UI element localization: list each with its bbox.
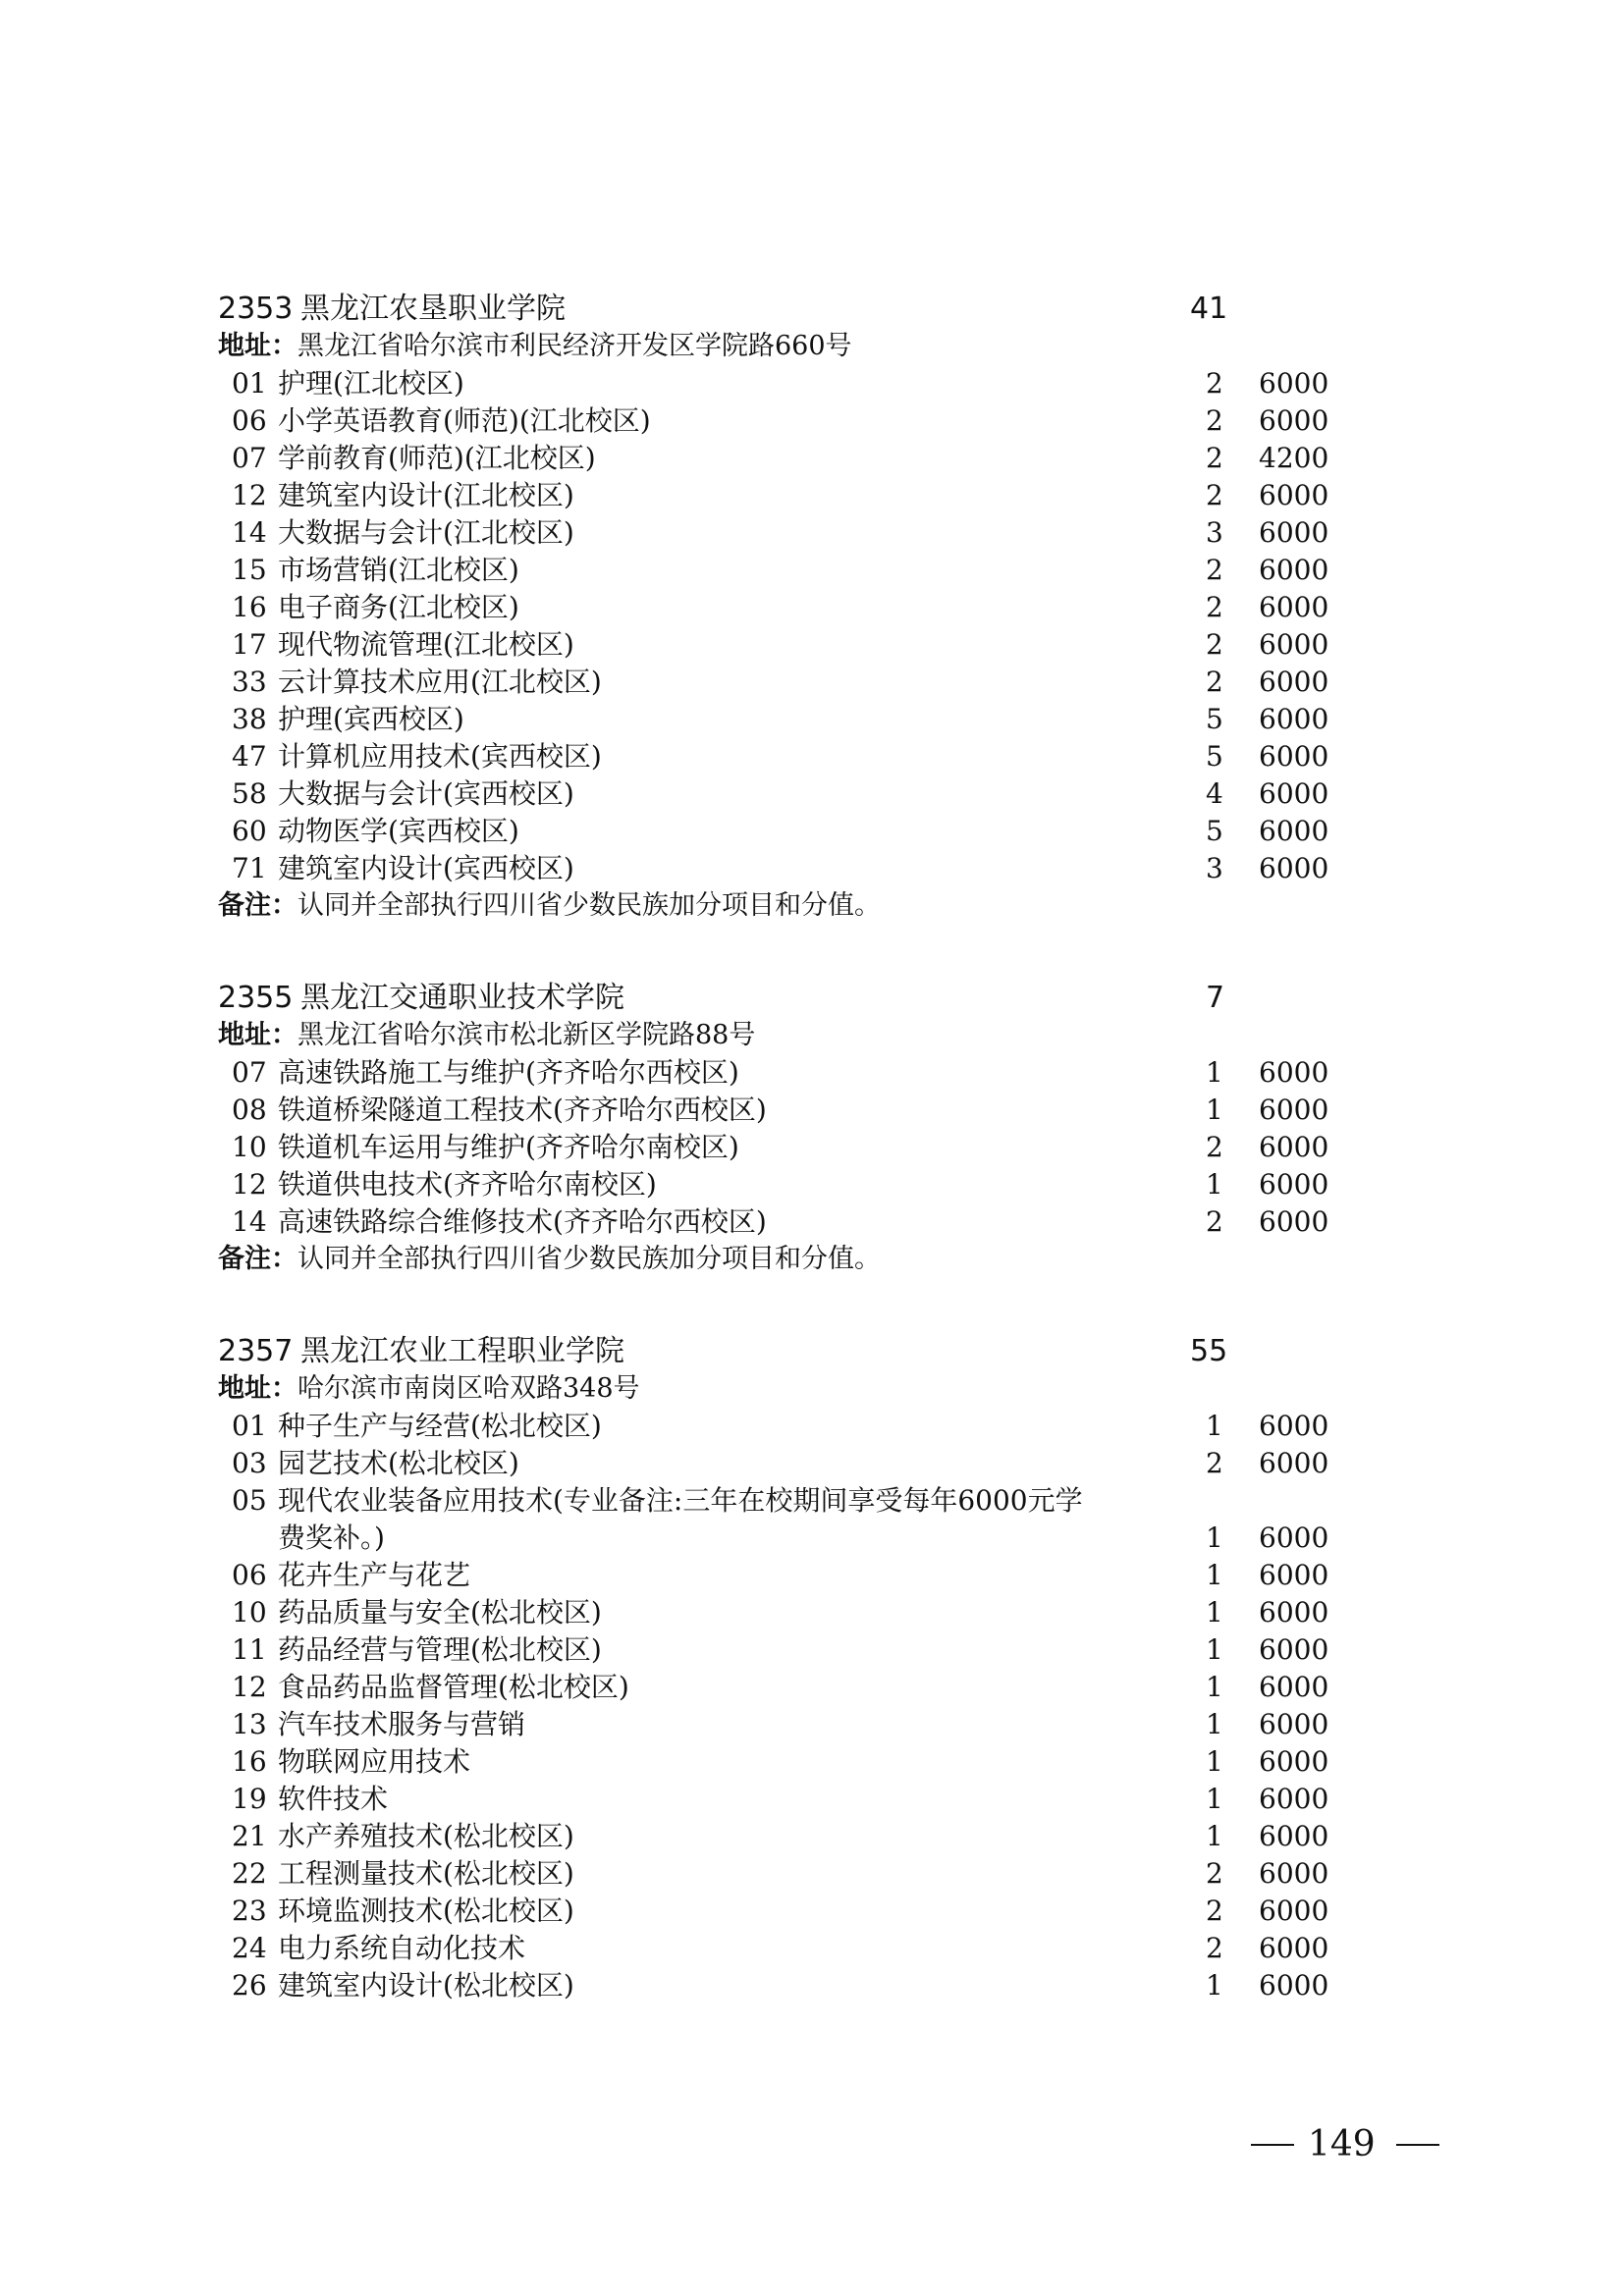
major-name: 高速铁路施工与维护(齐齐哈尔西校区) — [278, 1056, 739, 1089]
major-count: 2 — [1206, 404, 1223, 437]
major-row — [0, 1557, 1624, 1594]
major-fee: 6000 — [1259, 777, 1329, 810]
school-code: 2357 — [218, 1334, 294, 1368]
major-code: 08 — [232, 1094, 267, 1126]
major-count: 2 — [1206, 1131, 1223, 1163]
major-name: 物联网应用技术 — [278, 1745, 471, 1778]
major-row — [0, 1092, 1624, 1129]
address-label: 地址： — [218, 1373, 298, 1404]
major-row — [0, 589, 1624, 626]
major-fee: 6000 — [1259, 516, 1329, 549]
school-title — [0, 291, 1624, 328]
major-row — [0, 626, 1624, 664]
major-fee: 6000 — [1259, 1633, 1329, 1666]
major-name: 云计算技术应用(江北校区) — [278, 666, 602, 698]
major-count: 1 — [1206, 1410, 1223, 1442]
major-row — [0, 1818, 1624, 1855]
major-fee: 6000 — [1259, 367, 1329, 400]
major-code: 16 — [232, 591, 267, 623]
major-row — [0, 738, 1624, 775]
major-count: 2 — [1206, 1205, 1223, 1238]
major-row-continued — [0, 1520, 1624, 1557]
major-code: 22 — [232, 1857, 267, 1890]
major-code: 11 — [232, 1633, 267, 1666]
major-name: 药品质量与安全(松北校区) — [278, 1596, 602, 1629]
major-name: 建筑室内设计(江北校区) — [278, 479, 574, 511]
major-name: 电力系统自动化技术 — [278, 1932, 526, 1964]
major-row — [0, 1930, 1624, 1967]
major-code: 05 — [232, 1484, 267, 1517]
major-code: 38 — [232, 703, 267, 735]
major-row — [0, 1166, 1624, 1203]
major-code: 01 — [232, 367, 267, 400]
major-name: 食品药品监督管理(松北校区) — [278, 1671, 629, 1703]
major-count: 2 — [1206, 1932, 1223, 1964]
major-code: 06 — [232, 1559, 267, 1591]
major-name: 计算机应用技术(宾西校区) — [278, 740, 602, 773]
major-name: 小学英语教育(师范)(江北校区) — [278, 404, 651, 437]
major-row — [0, 1408, 1624, 1445]
major-code: 71 — [232, 852, 267, 884]
major-fee: 6000 — [1259, 852, 1329, 884]
school-title — [0, 1333, 1624, 1370]
major-name: 现代物流管理(江北校区) — [278, 628, 574, 661]
major-code: 26 — [232, 1969, 267, 2002]
major-fee: 6000 — [1259, 1410, 1329, 1442]
major-count: 2 — [1206, 442, 1223, 474]
school-total: 7 — [1206, 981, 1225, 1015]
major-code: 10 — [232, 1596, 267, 1629]
major-fee: 6000 — [1259, 628, 1329, 661]
major-code: 21 — [232, 1820, 267, 1852]
major-fee: 6000 — [1259, 815, 1329, 847]
major-fee: 6000 — [1259, 479, 1329, 511]
major-fee: 6000 — [1259, 1671, 1329, 1703]
major-fee: 6000 — [1259, 1857, 1329, 1890]
major-name: 大数据与会计(宾西校区) — [278, 777, 574, 810]
remark-label: 备注： — [218, 890, 298, 921]
major-name: 现代农业装备应用技术(专业备注:三年在校期间享受每年6000元学 — [278, 1484, 1083, 1517]
remark-text: 认同并全部执行四川省少数民族加分项目和分值。 — [298, 1244, 881, 1274]
major-code: 06 — [232, 404, 267, 437]
major-code: 14 — [232, 1205, 267, 1238]
major-count: 1 — [1206, 1969, 1223, 2002]
major-row — [0, 402, 1624, 440]
page-number-dash-right — [1396, 2144, 1439, 2146]
major-fee: 6000 — [1259, 1820, 1329, 1852]
major-count: 1 — [1206, 1820, 1223, 1852]
major-code: 19 — [232, 1783, 267, 1815]
major-count: 3 — [1206, 852, 1223, 884]
major-count: 5 — [1206, 703, 1223, 735]
school-name: 黑龙江农业工程职业学院 — [300, 1334, 624, 1368]
major-name: 水产养殖技术(松北校区) — [278, 1820, 574, 1852]
major-count: 1 — [1206, 1559, 1223, 1591]
major-row — [0, 1594, 1624, 1631]
major-row — [0, 775, 1624, 813]
major-name: 环境监测技术(松北校区) — [278, 1895, 574, 1927]
major-row — [0, 514, 1624, 552]
major-name: 铁道机车运用与维护(齐齐哈尔南校区) — [278, 1131, 739, 1163]
major-row — [0, 1669, 1624, 1706]
remark-label: 备注： — [218, 1244, 298, 1274]
major-code: 24 — [232, 1932, 267, 1964]
major-code: 07 — [232, 1056, 267, 1089]
page-number-dash-left — [1251, 2144, 1294, 2146]
major-code: 14 — [232, 516, 267, 549]
major-fee: 6000 — [1259, 1205, 1329, 1238]
major-code: 03 — [232, 1447, 267, 1479]
major-fee: 6000 — [1259, 666, 1329, 698]
major-name: 动物医学(宾西校区) — [278, 815, 519, 847]
address-text: 黑龙江省哈尔滨市利民经济开发区学院路660号 — [298, 331, 852, 361]
major-code: 47 — [232, 740, 267, 773]
major-fee: 6000 — [1259, 1056, 1329, 1089]
school-title — [0, 980, 1624, 1017]
major-row — [0, 1855, 1624, 1893]
major-name: 种子生产与经营(松北校区) — [278, 1410, 602, 1442]
major-name: 汽车技术服务与营销 — [278, 1708, 526, 1740]
major-name: 电子商务(江北校区) — [278, 591, 519, 623]
major-fee: 6000 — [1259, 1708, 1329, 1740]
major-name: 工程测量技术(松北校区) — [278, 1857, 574, 1890]
page-number: 149 — [1308, 2124, 1376, 2164]
major-code: 13 — [232, 1708, 267, 1740]
major-fee: 6000 — [1259, 703, 1329, 735]
school-total: 41 — [1190, 292, 1228, 326]
major-name: 大数据与会计(江北校区) — [278, 516, 574, 549]
remark-text: 认同并全部执行四川省少数民族加分项目和分值。 — [298, 890, 881, 921]
major-count: 2 — [1206, 666, 1223, 698]
major-code: 07 — [232, 442, 267, 474]
school-remark — [218, 1241, 881, 1278]
major-row — [0, 477, 1624, 514]
major-row — [0, 440, 1624, 477]
major-count: 1 — [1206, 1094, 1223, 1126]
major-fee: 6000 — [1259, 1745, 1329, 1778]
major-fee: 4200 — [1259, 442, 1329, 474]
major-row — [0, 1129, 1624, 1166]
major-row — [0, 1054, 1624, 1092]
major-row — [0, 1967, 1624, 2004]
major-name: 护理(江北校区) — [278, 367, 464, 400]
major-code: 12 — [232, 1168, 267, 1201]
major-name-continued: 费奖补。) — [278, 1522, 385, 1554]
major-row — [0, 552, 1624, 589]
school-address — [218, 1017, 755, 1054]
major-code: 12 — [232, 1671, 267, 1703]
major-count: 1 — [1206, 1596, 1223, 1629]
major-fee: 6000 — [1259, 1559, 1329, 1591]
major-name: 园艺技术(松北校区) — [278, 1447, 519, 1479]
major-fee: 6000 — [1259, 1094, 1329, 1126]
major-count: 1 — [1206, 1708, 1223, 1740]
major-name: 软件技术 — [278, 1783, 389, 1815]
major-count: 2 — [1206, 1895, 1223, 1927]
major-code: 12 — [232, 479, 267, 511]
major-name: 花卉生产与花艺 — [278, 1559, 471, 1591]
major-row — [0, 365, 1624, 402]
major-fee: 6000 — [1259, 1783, 1329, 1815]
major-row — [0, 1893, 1624, 1930]
major-count: 4 — [1206, 777, 1223, 810]
major-code: 17 — [232, 628, 267, 661]
major-row — [0, 701, 1624, 738]
major-fee: 6000 — [1259, 740, 1329, 773]
major-fee: 6000 — [1259, 1596, 1329, 1629]
major-name: 铁道供电技术(齐齐哈尔南校区) — [278, 1168, 657, 1201]
school-code: 2353 — [218, 292, 294, 326]
school-address — [218, 328, 852, 365]
major-count: 1 — [1206, 1745, 1223, 1778]
major-code: 01 — [232, 1410, 267, 1442]
major-count: 1 — [1206, 1671, 1223, 1703]
major-name: 铁道桥梁隧道工程技术(齐齐哈尔西校区) — [278, 1094, 767, 1126]
major-count: 2 — [1206, 628, 1223, 661]
major-code: 60 — [232, 815, 267, 847]
page-number-footer — [1251, 2120, 1447, 2169]
major-row — [0, 1631, 1624, 1669]
major-count: 5 — [1206, 740, 1223, 773]
major-fee: 6000 — [1259, 1895, 1329, 1927]
major-name: 市场营销(江北校区) — [278, 554, 519, 586]
major-name: 高速铁路综合维修技术(齐齐哈尔西校区) — [278, 1205, 767, 1238]
school-code: 2355 — [218, 981, 294, 1015]
major-count: 2 — [1206, 1447, 1223, 1479]
major-code: 15 — [232, 554, 267, 586]
major-count: 5 — [1206, 815, 1223, 847]
major-name: 护理(宾西校区) — [278, 703, 464, 735]
major-count: 2 — [1206, 479, 1223, 511]
major-row — [0, 1743, 1624, 1781]
school-name: 黑龙江农垦职业学院 — [300, 292, 566, 326]
major-row — [0, 664, 1624, 701]
major-count: 2 — [1206, 554, 1223, 586]
address-label: 地址： — [218, 1020, 298, 1050]
address-text: 黑龙江省哈尔滨市松北新区学院路88号 — [298, 1020, 756, 1050]
major-count: 2 — [1206, 1857, 1223, 1890]
school-remark — [218, 887, 881, 925]
major-fee: 6000 — [1259, 1447, 1329, 1479]
major-code: 16 — [232, 1745, 267, 1778]
major-name: 药品经营与管理(松北校区) — [278, 1633, 602, 1666]
major-name: 建筑室内设计(松北校区) — [278, 1969, 574, 2002]
major-code: 10 — [232, 1131, 267, 1163]
major-fee: 6000 — [1259, 1932, 1329, 1964]
major-fee: 6000 — [1259, 404, 1329, 437]
major-fee: 6000 — [1259, 1522, 1329, 1554]
major-count: 1 — [1206, 1522, 1223, 1554]
major-name: 建筑室内设计(宾西校区) — [278, 852, 574, 884]
major-count: 1 — [1206, 1056, 1223, 1089]
major-count: 1 — [1206, 1783, 1223, 1815]
address-text: 哈尔滨市南岗区哈双路348号 — [298, 1373, 640, 1404]
major-count: 1 — [1206, 1633, 1223, 1666]
major-fee: 6000 — [1259, 1168, 1329, 1201]
major-code: 58 — [232, 777, 267, 810]
major-code: 33 — [232, 666, 267, 698]
major-row — [0, 1445, 1624, 1482]
major-count: 3 — [1206, 516, 1223, 549]
major-fee: 6000 — [1259, 1131, 1329, 1163]
major-name: 学前教育(师范)(江北校区) — [278, 442, 596, 474]
major-row — [0, 1781, 1624, 1818]
school-address — [218, 1370, 640, 1408]
major-row — [0, 1482, 1624, 1520]
school-name: 黑龙江交通职业技术学院 — [300, 981, 624, 1015]
major-fee: 6000 — [1259, 591, 1329, 623]
major-row — [0, 1203, 1624, 1241]
major-count: 2 — [1206, 367, 1223, 400]
major-row — [0, 1706, 1624, 1743]
address-label: 地址： — [218, 331, 298, 361]
major-code: 23 — [232, 1895, 267, 1927]
major-fee: 6000 — [1259, 1969, 1329, 2002]
major-row — [0, 850, 1624, 887]
school-total: 55 — [1190, 1334, 1228, 1368]
major-row — [0, 813, 1624, 850]
major-count: 1 — [1206, 1168, 1223, 1201]
major-count: 2 — [1206, 591, 1223, 623]
major-fee: 6000 — [1259, 554, 1329, 586]
